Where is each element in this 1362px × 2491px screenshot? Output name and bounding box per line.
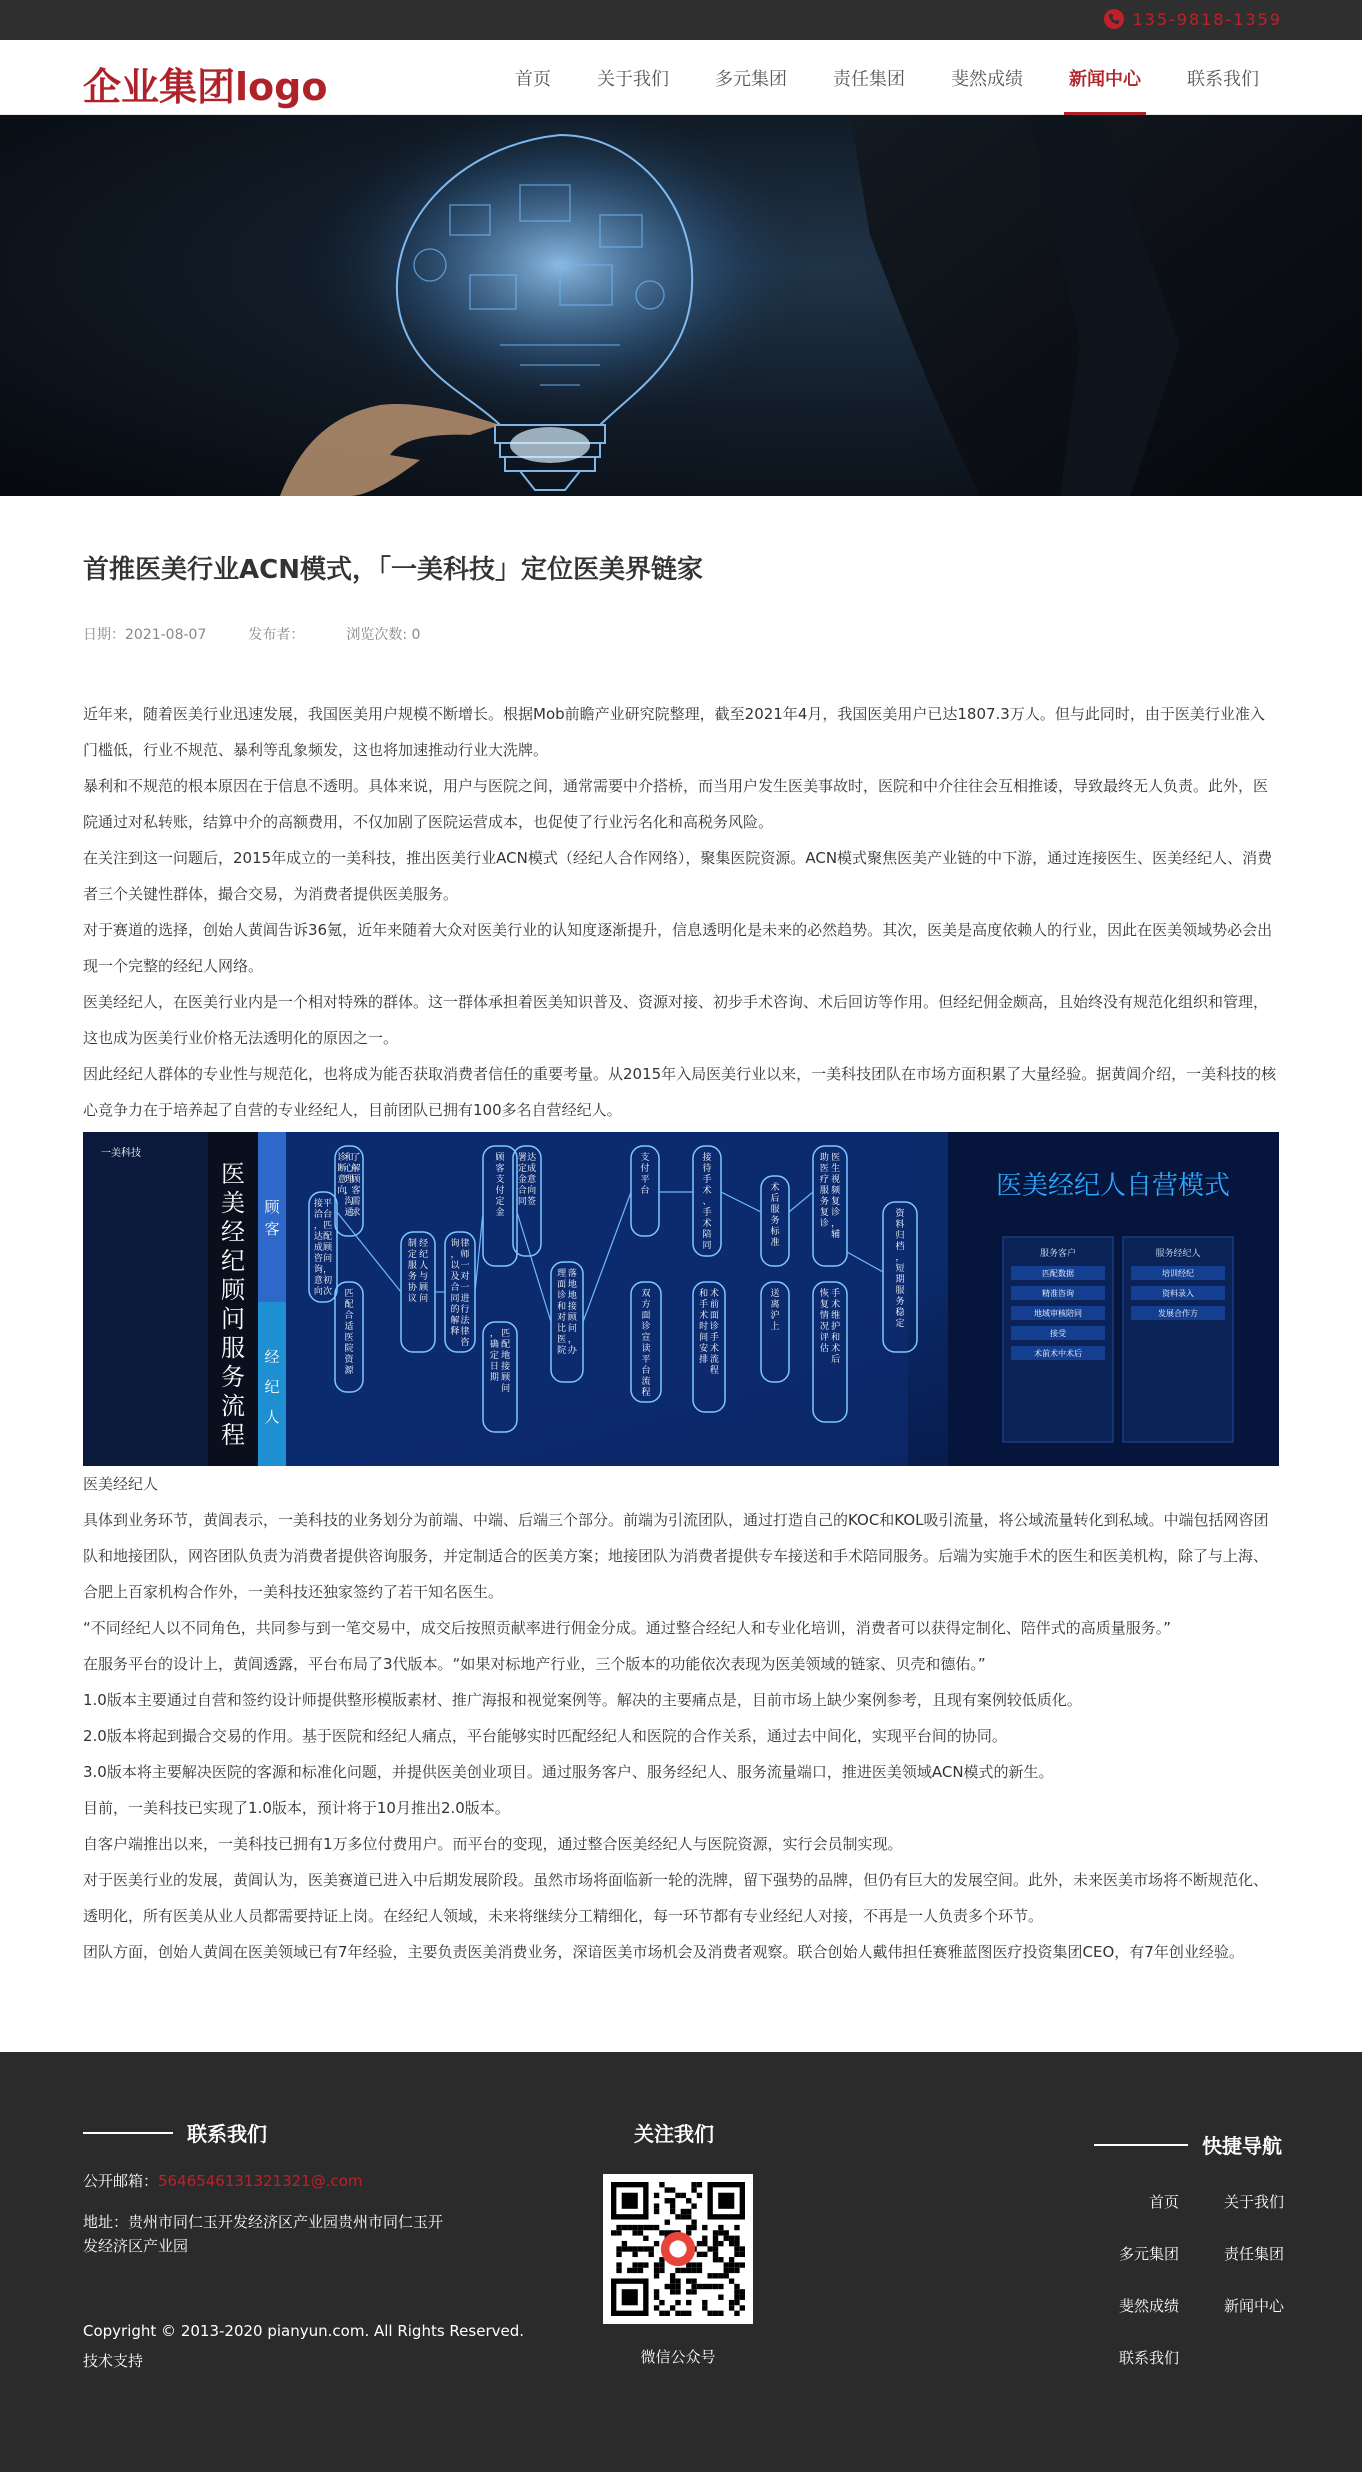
panel-title: 服务经纪人 — [1155, 1249, 1201, 1259]
article-paragraph: 对于医美行业的发展，黄阊认为，医美赛道已进入中后期发展阶段。虽然市场将面临新一轮的洗牌，留下强势的品牌，但仍有巨大的发展空间。此外，未来医美市场将不断规范化、透明化，所有医美从业人员都需要持证上岗。在经纪人领域，未来将继续分工精细化，每一环节都有专业经纪人对接，不再是一人负责多个环节。 — [83, 1871, 1269, 1925]
article-paragraph: 2.0版本将起到撮合交易的作用。基于医院和经纪人痛点，平台能够实时匹配经纪人和医院的合作关系，通过去中间化，实现平台间的协同。 — [83, 1727, 1007, 1745]
paragraphs-after — [83, 1502, 1279, 1970]
wechat-qr-code — [603, 2174, 753, 2324]
flow-node-label: 手术维护和术后恢复情况评估 — [819, 1289, 841, 1365]
panel-item-label: 资料录入 — [1162, 1289, 1194, 1298]
article — [0, 552, 1362, 1970]
article-paragraph: 暴利和不规范的根本原因在于信息不透明。具体来说，用户与医院之间，通常需要中介搭桥，而当用户发生医美事故时，医院和中介往往会互相推诿，导致最终无人负责。此外，医院通过对私转账，结算中介的高额费用，不仅加剧了医院运营成本，也促使了行业污名化和高税务风险。 — [83, 777, 1269, 831]
quick-link-2[interactable]: 多元集团 — [1118, 2245, 1179, 2263]
figure-brand: 一美科技 — [101, 1148, 141, 1159]
flow-node-label: 支付平台 — [640, 1153, 650, 1196]
footer-contact-heading — [83, 2118, 267, 2147]
flow-node-label: 落地地接顾问，办理面诊和对比医院 — [557, 1269, 577, 1356]
email-value[interactable]: 5646546131321321@.com — [158, 2172, 363, 2190]
quick-link-6[interactable]: 联系我们 — [1118, 2349, 1179, 2367]
article-paragraph: 自客户端推出以来，一美科技已拥有1万多位付费用户。而平台的变现，通过整合医美经纪人与医院资源，实行会员制实现。 — [83, 1835, 903, 1853]
footer-copyright-block — [83, 2316, 524, 2376]
nav-item-4[interactable]: 斐然成绩 — [951, 68, 1023, 90]
footer-follow-heading — [634, 2118, 714, 2147]
process-diagram-figure — [83, 1132, 1279, 1466]
flow-node-label: 术后服务标准 — [770, 1183, 780, 1248]
nav-item-3[interactable]: 责任集团 — [833, 68, 905, 90]
panel-item-label: 术前术中术后 — [1034, 1349, 1082, 1358]
panel-item-label: 匹配数据 — [1042, 1269, 1074, 1278]
flow-node-label: 顾客支付定金 — [495, 1153, 505, 1218]
lightbulb-sketch-illustration — [0, 115, 1362, 496]
flow-node-label: 经纪人与顾问制定服务协议 — [407, 1239, 429, 1304]
qr-label: 微信公众号 — [640, 2348, 716, 2366]
quick-link-5[interactable]: 新闻中心 — [1223, 2297, 1284, 2315]
nav-item-5[interactable]: 新闻中心 — [1046, 40, 1164, 115]
article-paragraph: 因此经纪人群体的专业性与规范化，也将成为能否获取消费者信任的重要考量。从2015年入局医美行业以来，一美科技团队在市场方面积累了大量经验。据黄阊介绍，一美科技的核心竞争力在于培养起了自营的专业经纪人，目前团队已拥有100多名自营经纪人。 — [83, 1065, 1277, 1119]
article-paragraph: 近年来，随着医美行业迅速发展，我国医美用户规模不断增长。根据Mob前瞻产业研究院整理，截至2021年4月，我国医美用户已达1807.3万人。但与此同时，由于医美行业准入门槛低，行业不规范、暴利等乱象频发，这也将加速推动行业大洗牌。 — [83, 705, 1265, 759]
panel-item-label: 精准咨询 — [1042, 1289, 1074, 1298]
vertical-text: 医美经纪顾问服务流程 — [221, 1160, 245, 1449]
nav-item-6[interactable]: 联系我们 — [1187, 68, 1259, 90]
nav-item-1[interactable]: 关于我们 — [597, 68, 669, 90]
flow-node-label: 匹配合适医院资源 — [344, 1289, 354, 1376]
hero-banner — [0, 115, 1362, 496]
flow-node-label: 接待手术、手术陪同 — [702, 1153, 712, 1251]
flow-node-label: 送离沪上 — [770, 1289, 780, 1332]
article-paragraph: “不同经纪人以不同角色，共同参与到一笔交易中，成交后按照贡献率进行佣金分成。通过整合经纪人和专业化培训，消费者可以获得定制化、陪伴式的高质量服务。” — [83, 1619, 1172, 1637]
flow-node-label: 匹配地接顾问，确定日期 — [489, 1329, 511, 1394]
qr-code-icon — [611, 2182, 745, 2316]
article-paragraph: 目前，一美科技已实现了1.0版本，预计将于10月推出2.0版本。 — [83, 1799, 510, 1817]
footer-quick-heading — [1094, 2130, 1282, 2159]
footer-quick-title: 快捷导航 — [1202, 2134, 1282, 2158]
site-footer — [0, 2052, 1362, 2472]
flow-node-label: 了解顾客需求和心理，沟通诊断意向 — [337, 1153, 361, 1218]
article-paragraph: 具体到业务环节，黄阊表示，一美科技的业务划分为前端、中端、后端三个部分。前端为引流团队，通过打造自己的KOC和KOL吸引流量，将公域流量转化到私域。中端包括网咨团队和地接团队，网咨团队负责为消费者提供咨询服务，并定制适合的医美方案；地接团队为消费者提供专车接送和手术陪同服务。后端为实施手术的医生和医美机构，除了与上海、合肥上百家机构合作外，一美科技还独家签约了若干知名医生。 — [83, 1511, 1269, 1601]
article-title: 首推医美行业ACN模式，「一美科技」定位医美界链家 — [83, 555, 703, 585]
panel-item-label: 接受 — [1050, 1329, 1066, 1338]
heading-line — [1094, 2144, 1188, 2146]
flow-node-label: 术前面诊手术流程和手术时间安排 — [699, 1289, 719, 1376]
figure-vertical-title — [221, 1160, 246, 1449]
flow-node-label: 律师一对一进行法律咨询，以及合同的解释 — [450, 1239, 470, 1348]
article-paragraph: 在服务平台的设计上，黄阊透露，平台布局了3代版本。“如果对标地产行业，三个版本的功能依次表现为医美领域的链家、贝壳和德佑。” — [83, 1655, 986, 1673]
phone-number: 135-9818-1359 — [1132, 9, 1282, 29]
process-diagram — [83, 1132, 1279, 1466]
vertical-text: 经纪人 — [264, 1348, 280, 1426]
footer-follow-title: 关注我们 — [634, 2122, 714, 2146]
panel-title: 服务客户 — [1039, 1249, 1077, 1259]
panel-item-label: 地域审核陪同 — [1034, 1309, 1082, 1318]
article-views: 浏览次数: 0 — [346, 627, 421, 643]
quick-link-3[interactable]: 责任集团 — [1223, 2245, 1284, 2263]
article-date: 日期：2021-08-07 — [83, 627, 207, 643]
article-paragraph: 团队方面，创始人黄阊在医美领域已有7年经验，主要负责医美消费业务，深谙医美市场机会及消费者观察。联合创始人戴伟担任赛雅蓝图医疗投资集团CEO，有7年创业经验。 — [83, 1943, 1244, 1961]
figure-right-title: 医美经纪人自营模式 — [995, 1171, 1231, 1201]
top-bar — [0, 0, 1362, 40]
site-header — [0, 40, 1362, 115]
main-nav — [492, 40, 1282, 115]
article-paragraph: 1.0版本主要通过自营和签约设计师提供整形模版素材、推广海报和视觉案例等。解决的主要痛点是，目前市场上缺少案例参考，且现有案例较低质化。 — [83, 1691, 1082, 1709]
article-paragraph: 医美经纪人，在医美行业内是一个相对特殊的群体。这一群体承担着医美知识普及、资源对接、初步手术咨询、术后回访等作用。但经纪佣金颇高，且始终没有规范化组织和管理，这也成为医美行业价格无法透明化的原因之一。 — [83, 993, 1269, 1047]
flow-node-label: 医生视频复诊，辅助医疗服务复诊 — [819, 1153, 841, 1240]
figure-caption: 医美经纪人 — [83, 1475, 159, 1493]
footer-tech-support[interactable]: 技术支持 — [83, 2352, 144, 2370]
flow-node-label: 达成意向签署定金合同 — [517, 1153, 537, 1207]
footer-copyright: Copyright © 2013-2020 pianyun.com. All Rights Reserved. — [83, 2322, 525, 2340]
article-paragraph: 在关注到这一问题后，2015年成立的一美科技，推出医美行业ACN模式（经纪人合作网络），聚集医院资源。ACN模式聚焦医美产业链的中下游，通过连接医生、医美经纪人、消费者三个关键性群体，撮合交易，为消费者提供医美服务。 — [83, 849, 1273, 903]
footer-contact-title: 联系我们 — [187, 2122, 267, 2146]
flow-node-label: 平台匹配顾问，初次接洽，达成咨询意向 — [313, 1199, 333, 1297]
phone-contact[interactable] — [1104, 9, 1282, 29]
panel-item-label: 培训经纪 — [1162, 1269, 1194, 1278]
nav-item-0[interactable]: 首页 — [515, 68, 551, 90]
email-label: 公开邮箱： — [83, 2172, 159, 2190]
flow-node-label: 资料归档，短期服务稳定 — [895, 1209, 905, 1329]
nav-item-2[interactable]: 多元集团 — [715, 68, 787, 90]
vertical-text: 顾客 — [264, 1198, 280, 1238]
article-body — [83, 696, 1279, 1970]
quick-link-4[interactable]: 斐然成绩 — [1118, 2297, 1179, 2315]
paragraphs-before — [83, 696, 1279, 1128]
panel-item-label: 发展合作方 — [1158, 1309, 1198, 1318]
heading-line — [83, 2132, 173, 2134]
article-meta — [83, 624, 1279, 644]
quick-link-1[interactable]: 关于我们 — [1223, 2193, 1284, 2211]
article-paragraph: 3.0版本将主要解决医院的客源和标准化问题，并提供医美创业项目。通过服务客户、服务经纪人、服务流量端口，推进医美领域ACN模式的新生。 — [83, 1763, 1054, 1781]
flow-node-label: 双方面诊宣读平台流程 — [641, 1289, 651, 1398]
quick-link-0[interactable]: 首页 — [1148, 2193, 1179, 2211]
article-paragraph: 对于赛道的选择，创始人黄阊告诉36氪，近年来随着大众对医美行业的认知度逐渐提升，信息透明化是未来的必然趋势。其次，医美是高度依赖人的行业，因此在医美领域势必会出现一个完整的经纪人网络。 — [83, 921, 1273, 975]
footer-quick-links — [1074, 2192, 1284, 2368]
article-publisher: 发布者： — [248, 627, 305, 643]
site-logo[interactable]: 企业集团logo — [83, 65, 328, 109]
footer-email — [83, 2170, 363, 2191]
phone-icon — [1104, 9, 1124, 29]
figure-tab-agent — [264, 1348, 279, 1426]
footer-address: 地址：贵州市同仁玉开发经济区产业园贵州市同仁玉开发经济区产业园 — [83, 2213, 444, 2255]
